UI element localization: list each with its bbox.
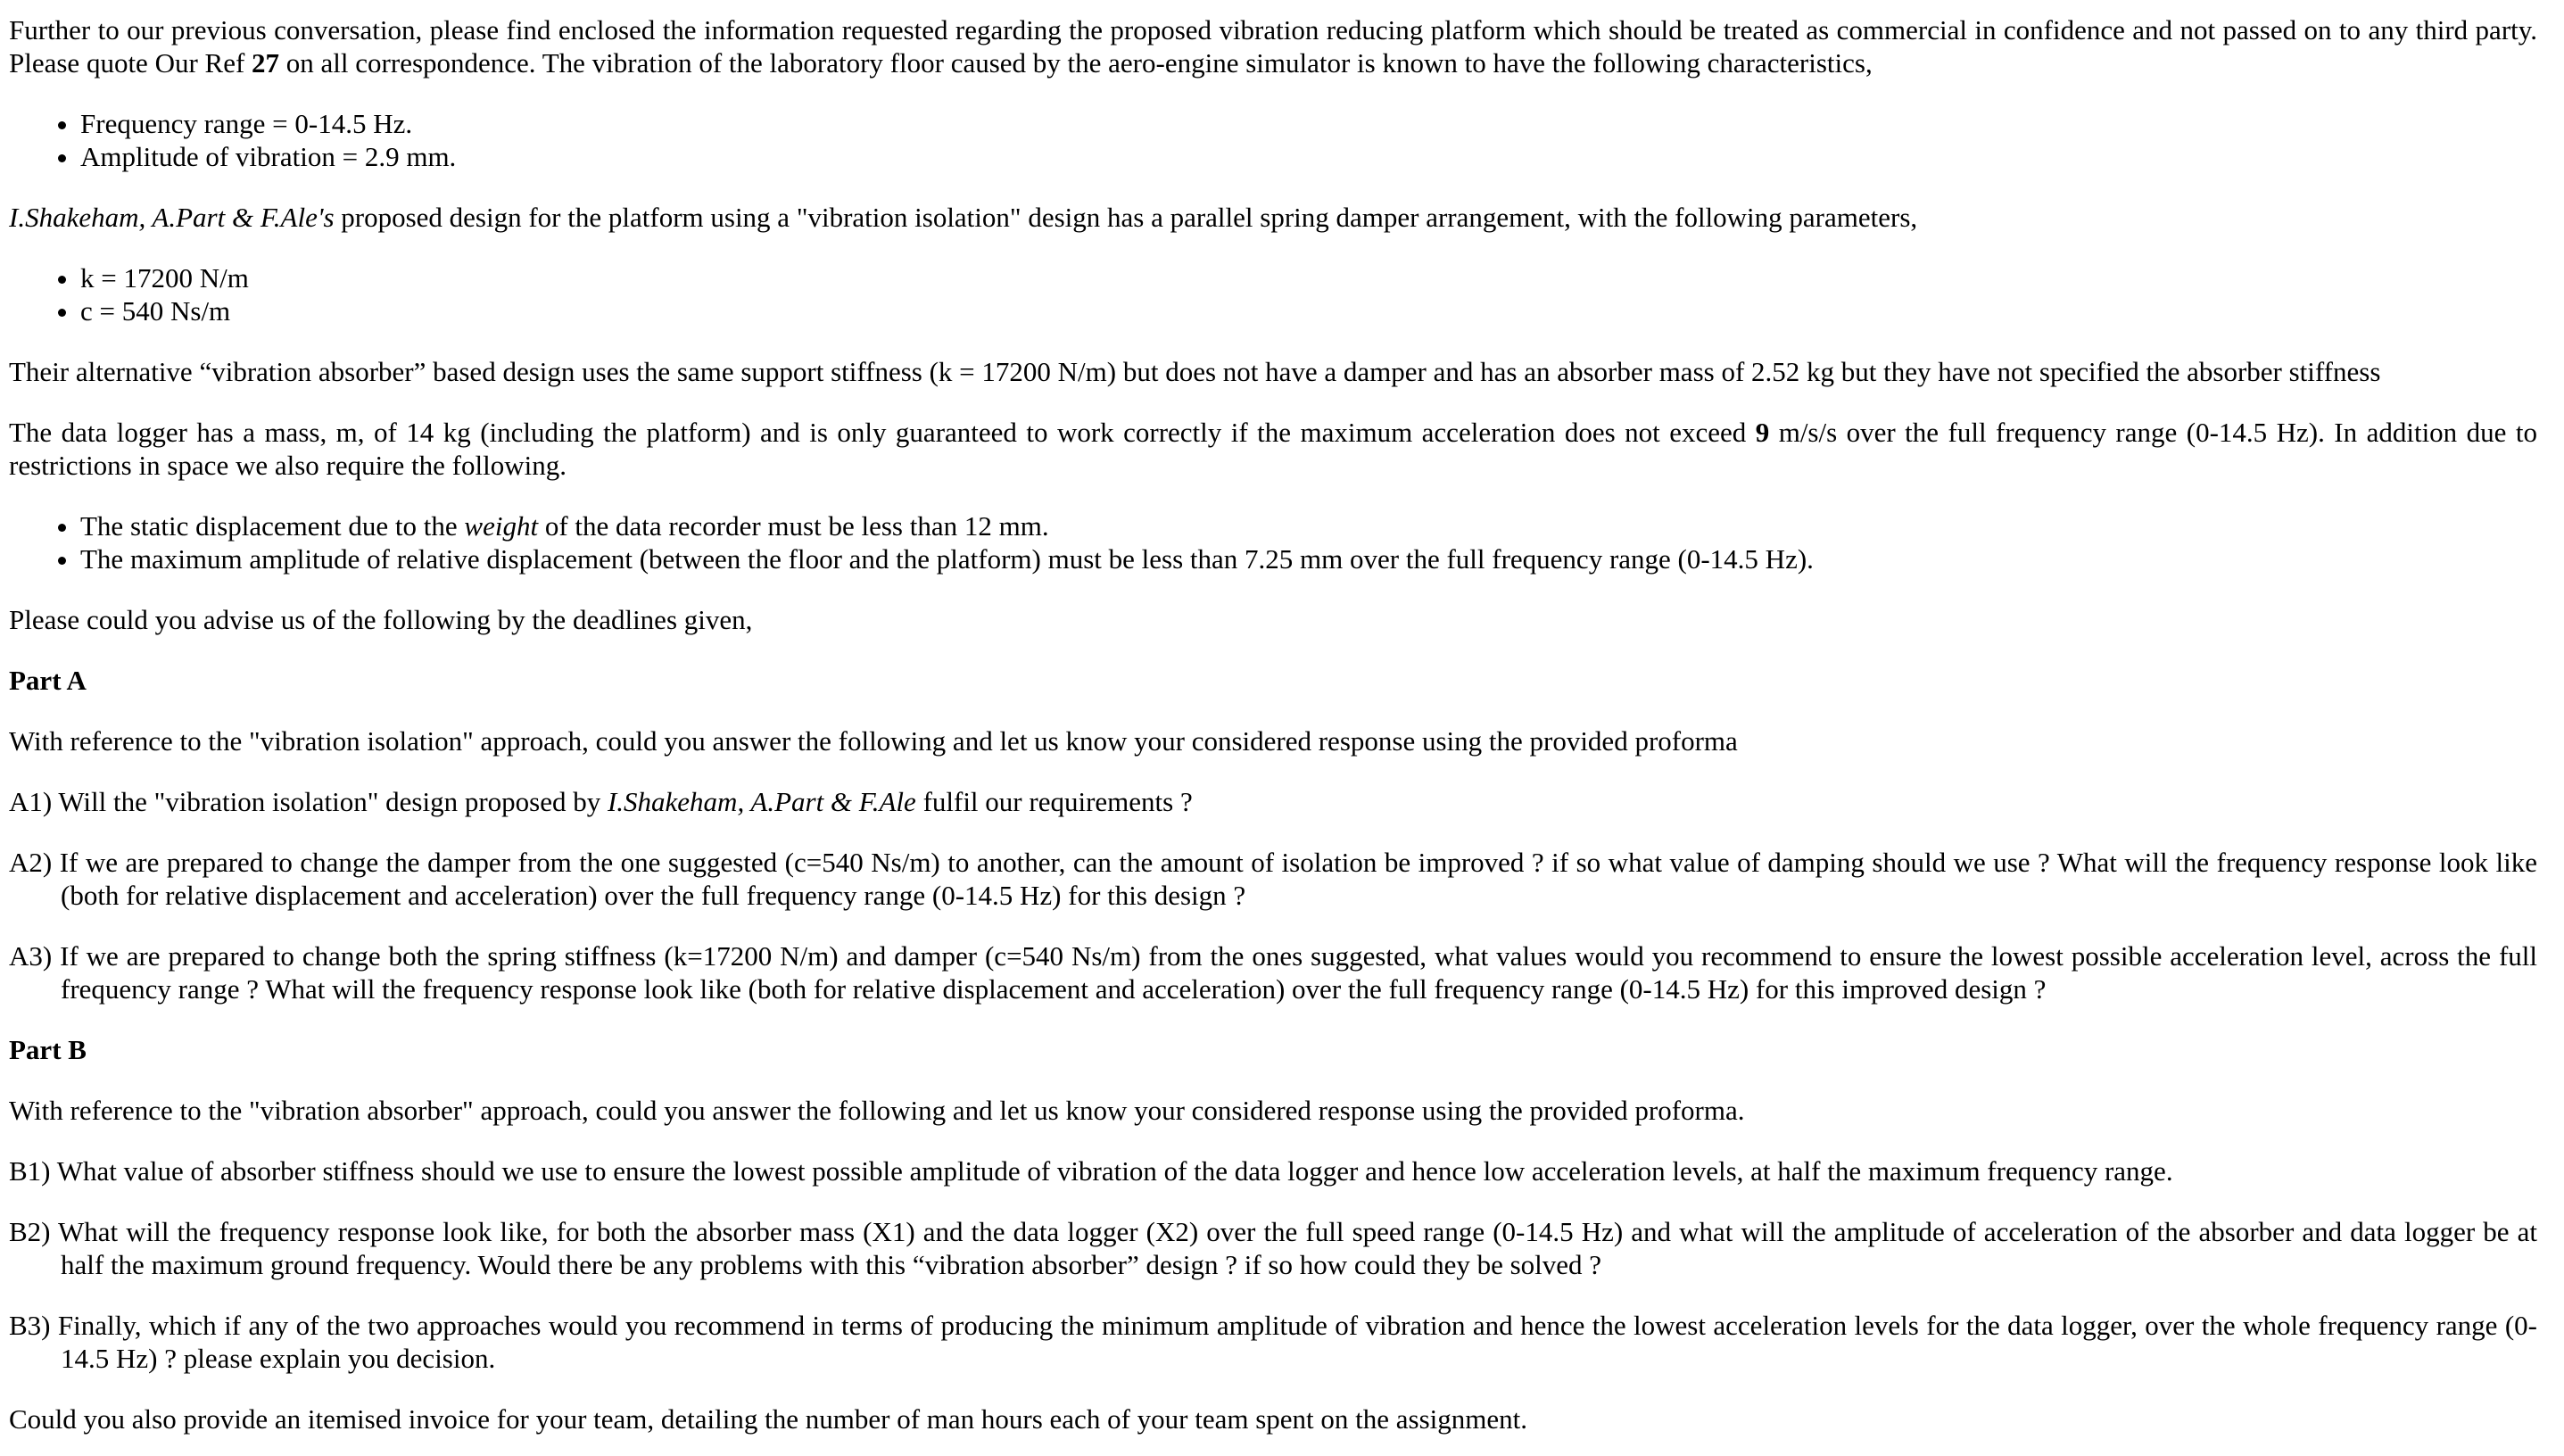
intro-text-b: on all correspondence. The vibration of the laboratory floor caused by the aero-engine simulator is known to have the following characteristics,	[279, 47, 1873, 79]
requirements-list	[9, 509, 2537, 575]
question-b3: B3) Finally, which if any of the two approaches would you recommend in terms of producing the minimum amplitude of vibration and hence the lowest acceleration levels for the data logger, over the whole frequency range (0-14.5 Hz) ? please explain you decision.	[9, 1310, 2537, 1374]
invoice-paragraph: Could you also provide an itemised invoice for your team, detailing the number of man hours each of your team spent on the assignment.	[9, 1403, 1528, 1435]
question-b2: B2) What will the frequency response look like, for both the absorber mass (X1) and the data logger (X2) over the full speed range (0-14.5 Hz) and what will the amplitude of acceleration of the absorber and data logger be at half the maximum ground frequency. Would there be any problems with this “vibration absorber” design ? if so how could they be solved ?	[9, 1216, 2537, 1280]
max-acceleration: 9	[1755, 417, 1770, 448]
question-b1: B1) What value of absorber stiffness should we use to ensure the lowest possible amplitude of vibration of the data logger and hence low acceleration levels, at half the maximum frequency range.	[9, 1155, 2173, 1187]
intro-paragraph	[9, 13, 2537, 79]
a1-text-b: fulfil our requirements ?	[915, 786, 1193, 817]
advise-paragraph: Please could you advise us of the following by the deadlines given,	[9, 604, 753, 635]
list-item: • c = 540 Ns/m	[80, 294, 2537, 327]
part-a-intro: With reference to the "vibration isolation" approach, could you answer the following and let us know your considered response using the provided proforma	[9, 725, 1738, 757]
intro-text-a: Further to our previous conversation, please find enclosed the information requested regarding the proposed vibration reducing platform which should be treated as commercial in confidence and not passed on to any third party. Please quote Our Ref	[9, 14, 2537, 79]
req-text-b: of the data recorder must be less than 12 mm.	[538, 510, 1049, 542]
floor-characteristics-list	[9, 107, 2537, 173]
part-a-heading: Part A	[9, 665, 87, 696]
logger-paragraph	[9, 416, 2537, 482]
a1-text-a: A1) Will the "vibration isolation" design proposed by	[9, 786, 608, 817]
list-item: • Frequency range = 0-14.5 Hz.	[80, 107, 2537, 140]
logger-text-a: The data logger has a mass, m, of 14 kg (including the platform) and is only guaranteed to work correctly if the maximum acceleration does not exceed	[9, 417, 1756, 448]
design-parameters-list	[9, 261, 2537, 327]
part-b-intro: With reference to the "vibration absorber" approach, could you answer the following and let us know your considered response using the provided proforma.	[9, 1095, 1745, 1126]
list-item: • k = 17200 N/m	[80, 261, 2537, 294]
list-item: • The maximum amplitude of relative displacement (between the floor and the platform) must be less than 7.25 mm over the full frequency range (0-14.5 Hz).	[80, 542, 2537, 575]
question-a3: A3) If we are prepared to change both the spring stiffness (k=17200 N/m) and damper (c=540 Ns/m) from the ones suggested, what values would you recommend to ensure the lowest possible acceleration level, across the full frequency range ? What will the frequency response look like (both for relative displacement and acceleration) over the full frequency range (0-14.5 Hz) for this improved design ?	[9, 940, 2537, 1005]
design-paragraph	[9, 201, 2537, 234]
design-text: proposed design for the platform using a "vibration isolation" design has a parallel spring damper arrangement, with the following parameters,	[334, 202, 1918, 233]
part-b-heading: Part B	[9, 1034, 87, 1065]
list-item: • Amplitude of vibration = 2.9 mm.	[80, 140, 2537, 173]
req-emphasis: weight	[464, 510, 539, 542]
logger-text-b: m/s/s over the full frequency range (0-14.5 Hz). In addition due to restrictions in space we also require the following.	[9, 417, 2537, 481]
absorber-paragraph: Their alternative “vibration absorber” based design uses the same support stiffness (k = 17200 N/m) but does not have a damper and has an absorber mass of 2.52 kg but they have not specified the absorber stiffness	[9, 356, 2381, 387]
question-a1	[9, 785, 2537, 818]
reference-number: 27	[252, 47, 280, 79]
list-item	[80, 509, 2537, 542]
design-authors: I.Shakeham, A.Part & F.Ale's	[9, 202, 335, 233]
question-a2: A2) If we are prepared to change the damper from the one suggested (c=540 Ns/m) to another, can the amount of isolation be improved ? if so what value of damping should we use ? What will the frequency response look like (both for relative displacement and acceleration) over the full frequency range (0-14.5 Hz) for this design ?	[9, 847, 2537, 911]
a1-authors: I.Shakeham, A.Part & F.Ale	[607, 786, 916, 817]
req-text-a: The static displacement due to the	[80, 510, 465, 542]
